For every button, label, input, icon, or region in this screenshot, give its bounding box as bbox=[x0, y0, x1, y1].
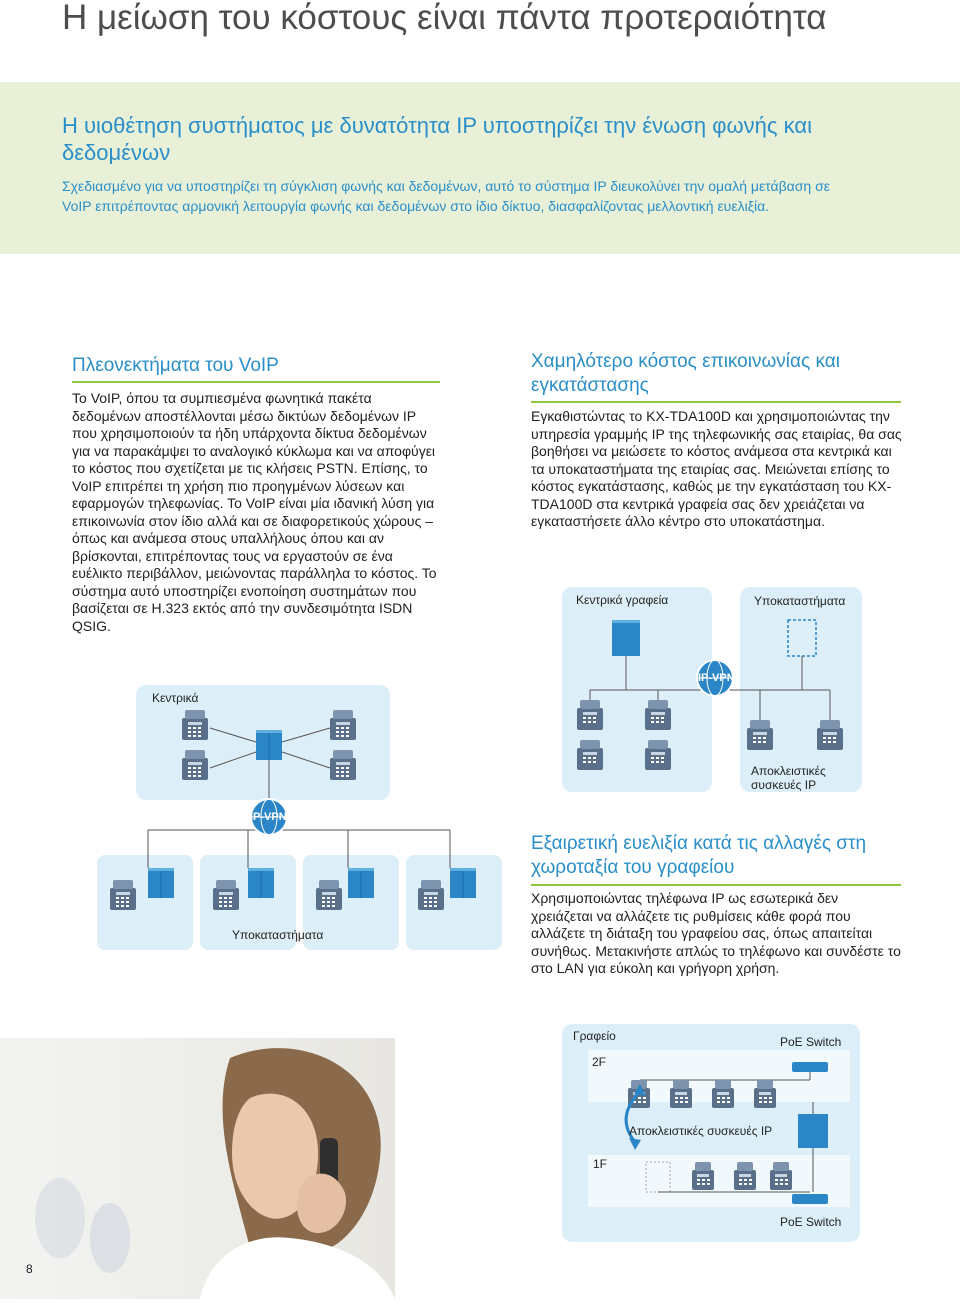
right-branches-label: Υποκαταστήματα bbox=[754, 594, 846, 608]
voip-diagram bbox=[90, 680, 530, 955]
flex-text: Χρησιμοποιώντας τηλέφωνα IP ως εσωτερικά δεν χρειάζεται να αλλάζετε τις ρυθμίσεις κάθε φορά που αλλάζετε τη διάταξη του γραφείου σας, όπως απαιτείται συνήθως. Μετακινήστε απλώς το τηλέφωνο και συνδέστε το στο LAN για εύκολη και γρήγορη χρήση. bbox=[531, 890, 901, 976]
voip-heading: Πλεονεκτήματα του VoIP bbox=[72, 355, 279, 376]
right-ipphones-label-1: Αποκλειστικές bbox=[751, 764, 826, 778]
page-title: Η μείωση του κόστους είναι πάντα προτεραιότητα bbox=[62, 0, 827, 37]
left-vpn-label: IP-VPN bbox=[250, 811, 287, 823]
office-label: Γραφείο bbox=[573, 1029, 616, 1043]
right-ipphones-label-2: συσκευές IP bbox=[751, 778, 817, 792]
floor-1f-label: 1F bbox=[593, 1157, 608, 1171]
right-vpn-label: IP-VPN bbox=[698, 672, 735, 684]
intro-heading: Η υιοθέτηση συστήματος με δυνατότητα IP υποστηρίζει την ένωση φωνής και δεδομένων bbox=[62, 113, 812, 165]
poe-switch-top-label: PoE Switch bbox=[780, 1035, 842, 1049]
left-hq-label: Κεντρικά bbox=[152, 691, 199, 705]
right-hq-label: Κεντρικά γραφεία bbox=[576, 593, 669, 607]
intro-band bbox=[0, 82, 960, 254]
voip-text: Το VoIP, όπου τα συμπιεσμένα φωνητικά πακέτα δεδομένων αποστέλλονται μέσω δικτύων δεδομένων IP που χρησιμοποιούν τα ήδη υπάρχοντα δίκτυα δεδομένων για να παρακάμψει το αναλογικό κύκλωμα και να αποφύγει το κόστος που σχετίζεται με τις κλήσεις PSTN. Επίσης, το VoIP επιτρέπει τη χρήση πιο προηγμένων λύσεων και εφαρμογών τηλεφωνίας. Το VoIP είναι μία ιδανική λύση για επικοινωνία στον ίδιο αλλά και σε διαφορετικούς χώρους – όπως και ανάμεσα στους υπαλλήλους όπου και αν βρίσκονται, επιτρέποντας τους να εργαστούν σε ένα ευέλικτο περιβάλλον, μειώνοντας παράλληλα το κόστος. Το σύστημα αυτό υποστηρίζει ενοποίηση συστημάτων που βασίζεται σε H.323 εκτός από την συνδεσιμότητα ISDN QSIG. bbox=[72, 390, 437, 634]
intro-text: Σχεδιασμένο για να υποστηρίζει τη σύγκλιση φωνής και δεδομένων, αυτό το σύστημα IP διευκολύνει την ομαλή μετάβαση σε VoIP επιτρέποντας αρμονική λειτουργία φωνής και δεδομένων στο ίδιο δίκτυο, διασφαλίζοντας μελλοντική ευελιξία. bbox=[62, 178, 830, 214]
floor-2f-label: 2F bbox=[592, 1055, 607, 1069]
flex-rule bbox=[531, 884, 901, 886]
voip-rule bbox=[72, 381, 440, 383]
poe-switch-bottom-label: PoE Switch bbox=[780, 1215, 842, 1229]
office-ipphones-label: Αποκλειστικές συσκευές IP bbox=[629, 1124, 773, 1138]
cost-text: Εγκαθιστώντας το KX-TDA100D και χρησιμοποιώντας την υπηρεσία γραμμής IP της τηλεφωνικής σας εταιρίας, θα σας βοηθήσει να μειώσετε το κόστος ανάμεσα στα κεντρικά και τα υποκαταστήματα της εταιρίας σας. Μειώνεται επίσης το κόστος εγκατάστασης, καθώς με την εγκατάσταση του KX-TDA100D στα κεντρικά γραφεία σας δεν χρειάζεται να εγκαταστήσετε άλλο κέντρο στο υποκατάστημα. bbox=[531, 408, 902, 529]
photo-woman-on-phone bbox=[0, 1038, 395, 1299]
cost-rule bbox=[531, 401, 901, 403]
flex-heading: Εξαιρετική ευελιξία κατά τις αλλαγές στη χωροταξία του γραφείου bbox=[531, 833, 867, 878]
cost-heading: Χαμηλότερο κόστος επικοινωνίας και εγκατάστασης bbox=[531, 351, 840, 396]
page-number: 8 bbox=[26, 1262, 33, 1276]
left-branches-label: Υποκαταστήματα bbox=[232, 928, 324, 942]
